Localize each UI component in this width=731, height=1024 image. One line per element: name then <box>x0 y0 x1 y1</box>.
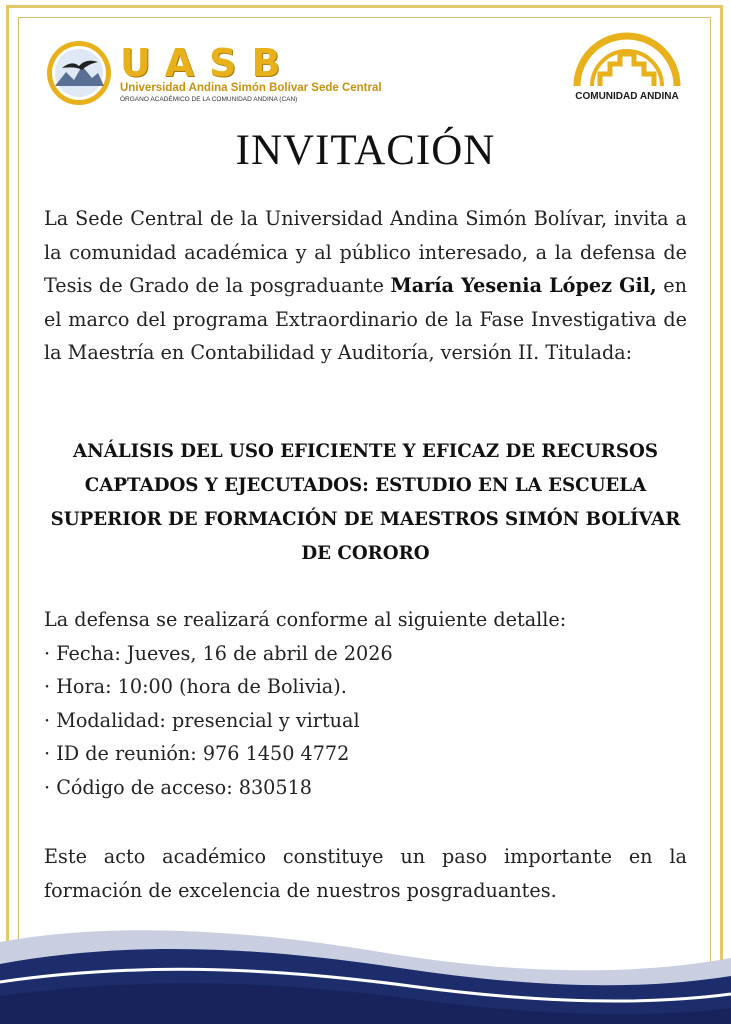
intro-text-end: en el marco del programa Extraordinario de la Fase Investigativa de la Maestría en Contabilidad y Auditoría, versión II. Titulada: <box>44 274 688 364</box>
uasb-logo <box>46 40 382 112</box>
graduate-name: María Yesenia López Gil, <box>390 274 657 297</box>
closing-paragraph: Este acto académico constituye un paso importante en la formación de excelencia de nuestros posgraduantes. <box>44 845 687 902</box>
detail-modality: · Modalidad: presencial y virtual <box>44 708 360 732</box>
thesis-title: ANÁLISIS DEL USO EFICIENTE Y EFICAZ DE RECURSOS CAPTADOS Y EJECUTADOS: ESTUDIO EN LA ESCUELA SUPERIOR DE FORMACIÓN DE MAESTROS SIMÓN BOLÍVAR DE CORORO <box>50 441 681 564</box>
comunidad-andina-icon <box>572 30 682 88</box>
intro-text-start: La Sede Central de la Universidad Andina Simón Bolívar, invita a la comunidad académica y al público interesado, a la defensa de Tesis de Grado de la posgraduante <box>44 207 687 297</box>
uasb-seal-icon <box>46 40 112 106</box>
uasb-letters: UASB <box>120 41 296 85</box>
comunidad-andina-logo <box>568 30 686 105</box>
detail-meeting-id: · ID de reunión: 976 1450 4772 <box>44 742 350 765</box>
uasb-name: Universidad Andina Simón Bolívar Sede Central <box>120 82 382 94</box>
details-lead: La defensa se realizará conforme al siguiente detalle: <box>44 608 567 631</box>
page-title: INVITACIÓN <box>235 127 496 174</box>
detail-access-code: · Código de acceso: 830518 <box>44 775 313 799</box>
detail-date: · Fecha: Jueves, 16 de abril de 2026 <box>44 641 393 665</box>
uasb-subtitle: ÓRGANO ACADÉMICO DE LA COMUNIDAD ANDINA (CAN) <box>120 96 298 103</box>
defense-details <box>44 603 687 804</box>
comunidad-andina-label: COMUNIDAD ANDINA <box>575 91 679 102</box>
intro-paragraph <box>44 202 687 370</box>
footer-waves <box>0 912 731 1024</box>
detail-time: · Hora: 10:00 (hora de Bolivia). <box>44 675 347 698</box>
